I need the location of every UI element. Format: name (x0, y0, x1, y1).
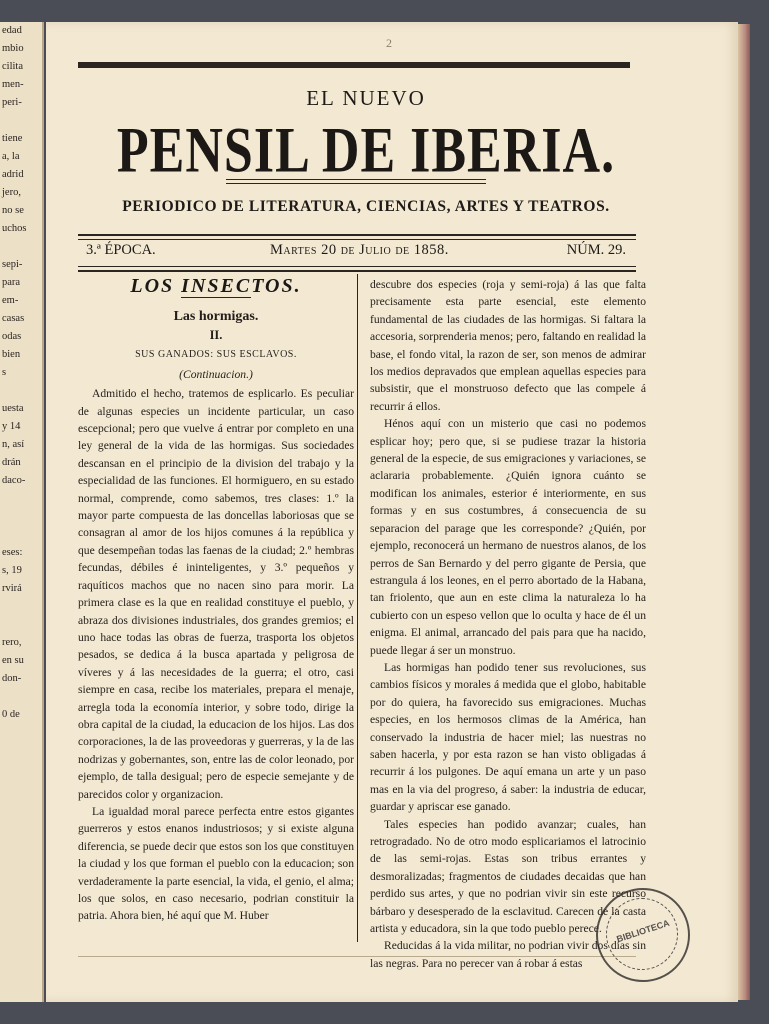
top-rule (78, 62, 630, 68)
adjacent-page-fragment: drán (2, 457, 21, 468)
dateline-date: Martes 20 de Julio de 1858. (270, 242, 449, 258)
adjacent-page-fragment: a, la (2, 151, 20, 162)
adjacent-page-fragment: eses: (2, 547, 23, 558)
article-subtitle: Las hormigas. (173, 309, 259, 325)
masthead-ornament (226, 179, 486, 184)
article-part-number: II. (209, 328, 223, 343)
column-divider (357, 274, 358, 942)
adjacent-page-fragment (0, 598, 42, 616)
adjacent-page-fragment: jero, (2, 187, 21, 198)
article-paragraph: Reducidas á la vida militar, no podrian vivir dos dias sin las negras. Para no perecer van á robar á estas (370, 939, 646, 970)
adjacent-page-fragment: don- (2, 673, 22, 684)
dateline-epoch: 3.ª ÉPOCA. (86, 242, 156, 258)
bottom-rule (78, 956, 636, 957)
library-stamp-text: BIBLIOTECA (615, 917, 671, 945)
page-number: 2 (386, 36, 392, 50)
adjacent-page-fragment: daco- (2, 475, 26, 486)
right-column (370, 276, 646, 972)
article-title-flourish (181, 297, 251, 300)
article-paragraph: Admitido el hecho, tratemos de esplicarlo. Es peculiar de algunas especies un incidente particular, un caso escepcional; pero que vuelve á entrar por completo en una ley general de la vida de las hormigas. Sus sociedades descansan en el principio de la division del trabajo y la especialidad de las funciones. El hormiguero, en su estado normal, comprende, como sabemos, tres clases: 1.º la mayor parte compuesta de las doncellas laboriosas que se consagran al amor de los hijos comunes á la república y que desempeñan todas las faenas de la ciudad; 2.º hembras fecundas, débiles é ininteligentes, y 3.º pequeños y raquíticos machos que no nacen sino para morir. La primera clase es la que en realidad constituye el pueblo, y abraza dos divisiones industriales, dos grandes gremios; el uno hace todas las obras de fuerza, trasporta los objetos pesados, se dedica á la busca apartada y peligrosa de víveres y á las necesidades de la guerra; el otro, casi siempre en casa, recibe los materiales, prepara el menaje, arregla toda la economía interior, y sobre todo, dirige la obra capital de la ciudad, la educacion de los hijos. Las dos corporaciones, la de las proveedoras y guerreras, y la de las nodrizas y gobernantes, son, entre las de color leonado, por ejemplo, de talla desigual; pero de especie semejante y de parecidos color y organizacion. (78, 387, 354, 801)
adjacent-page-fragment: n, así (2, 439, 25, 450)
article-paragraph: La igualdad moral parece perfecta entre estos gigantes guerreros y estos enanos industriosos; y si existe alguna diferencia, se puede decir que estos son los que constituyen la ciudad y los que forman el pueblo con la educacion; son verdaderamente la parte esencial, la vida, el genio, el alma; los que solos, en caso necesario, podrian constituir la patria. Ahora bien, hé aquí que M. Huber (78, 804, 354, 923)
adjacent-page-fragment: sepi- (2, 259, 23, 270)
adjacent-page-fragment: para (2, 277, 21, 288)
adjacent-page-fragment: mbio (2, 43, 24, 54)
adjacent-page-fragment: rero, (2, 637, 22, 648)
adjacent-page-fragment (0, 688, 42, 706)
adjacent-page-edge (0, 22, 44, 1002)
adjacent-page-fragment: s (2, 367, 7, 378)
adjacent-page-fragment: edad (2, 25, 22, 36)
article-section-heading: SUS GANADOS: SUS ESCLAVOS. (135, 349, 297, 361)
adjacent-page-fragment (0, 238, 42, 256)
adjacent-page-fragment (0, 382, 42, 400)
adjacent-page-fragment (0, 616, 42, 634)
article-paragraph: Las hormigas han podido tener sus revoluciones, sus cambios físicos y morales á medida que el globo, habitable por do quiera, ha favorecido sus emigraciones. Muchas especies, en los hermosos climas de la América, han conservado la industria de hacer miel; las nuestras no saben hacerla, y por esta razon se han visto obligadas á recurrir á los pulgones. De aquí emana un arte y un paso mas en la via del progreso, á saber: la industria de educar, guardar y apriscar ese ganado. (370, 660, 646, 814)
adjacent-page-fragment: s, 19 (2, 565, 22, 576)
left-column (78, 275, 354, 925)
adjacent-page-fragment: uesta (2, 403, 24, 414)
adjacent-page-fragment (0, 490, 42, 508)
adjacent-page-fragment: tiene (2, 133, 23, 144)
adjacent-page-fragment: 0 de (2, 709, 20, 720)
article-paragraph: Tales especies han podido avanzar; cuales, han retrogradado. No de otro modo esplicariamos el latrocinio de las semi-rojas. Estas son tribus errantes y desmoralizadas; fragmentos de ciudades decaidas que han perdido sus artes, y que no podrian vivir sin este recurso bárbaro y desesperado de la esclavitud. Carecen de la casta artista y educadora, sin la que todo pueblo perece. (370, 817, 646, 936)
article-paragraph: Hénos aquí con un misterio que casi no podemos esplicar hoy; pero que, si se pudiese trazar la historia general de la especie, de sus emigraciones y variaciones, se aclararia probablemente. ¿Quién ignora cuánto se modifican los animales, esterior é interiormente, en sus formas y en sus costumbres, á consecuencia de su separacion del parage que les corresponde? ¿Quién, por ejemplo, reconocerá un hermano de nuestros alanos, de los perros de San Bernardo y del perro gigante de Persia, que estrangula á los leones, en el perro abortado de la Habana, tan friolento, que aun en este clima la naturaleza lo ha cubierto con un espeso vellon que lo oculta y hace de él un enigma. El animal, arrancado del pais para que ha nacido, puede llegar á ser un monstruo. (370, 417, 646, 657)
adjacent-page-fragment: em- (2, 295, 19, 306)
page-edge-shadow (738, 24, 750, 1000)
masthead-title: PENSIL DE IBERIA. (116, 115, 616, 187)
dateline-bottom-rule (78, 266, 636, 272)
dateline-top-rule (78, 234, 636, 240)
dateline (86, 242, 626, 262)
adjacent-page-fragment: cilita (2, 61, 23, 72)
adjacent-page-fragment: no se (2, 205, 24, 216)
adjacent-page-fragment: adrid (2, 169, 24, 180)
adjacent-page-fragment: uchos (2, 223, 27, 234)
adjacent-page-fragment: peri- (2, 97, 22, 108)
library-stamp (596, 888, 690, 982)
adjacent-page-fragments (0, 22, 42, 724)
dateline-issue-number: NÚM. 29. (566, 242, 626, 258)
article-paragraph: descubre dos especies (roja y semi-roja) á las que falta precisamente esta parte esencial, este elemento fundamental de las ciudades de las hormigas. Si faltara la accesoria, sorprenderia menos; pero, faltando en realidad la base, el fondo vital, la razon de ser, son menos de admirar los medios depravados que emplean aquellas especies para subsistir, que el monstruoso defecto que las compele á recurrir á ellos. (370, 278, 646, 413)
newspaper-page (46, 22, 738, 1002)
adjacent-page-fragment: y 14 (2, 421, 21, 432)
adjacent-page-fragment (0, 112, 42, 130)
adjacent-page-fragment: rvirá (2, 583, 22, 594)
article-title: LOS INSECTOS. (130, 275, 302, 297)
adjacent-page-fragment: men- (2, 79, 24, 90)
masthead-subtitle: PERIODICO DE LITERATURA, CIENCIAS, ARTES Y TEATROS. (122, 198, 610, 215)
article-continuation-note: (Continuacion.) (179, 367, 253, 381)
adjacent-page-fragment: bien (2, 349, 21, 360)
adjacent-page-fragment: odas (2, 331, 22, 342)
adjacent-page-fragment (0, 526, 42, 544)
adjacent-page-fragment (0, 508, 42, 526)
adjacent-page-fragment: casas (2, 313, 25, 324)
adjacent-page-fragment: en su (2, 655, 24, 666)
masthead-pre-title: EL NUEVO (306, 86, 426, 110)
